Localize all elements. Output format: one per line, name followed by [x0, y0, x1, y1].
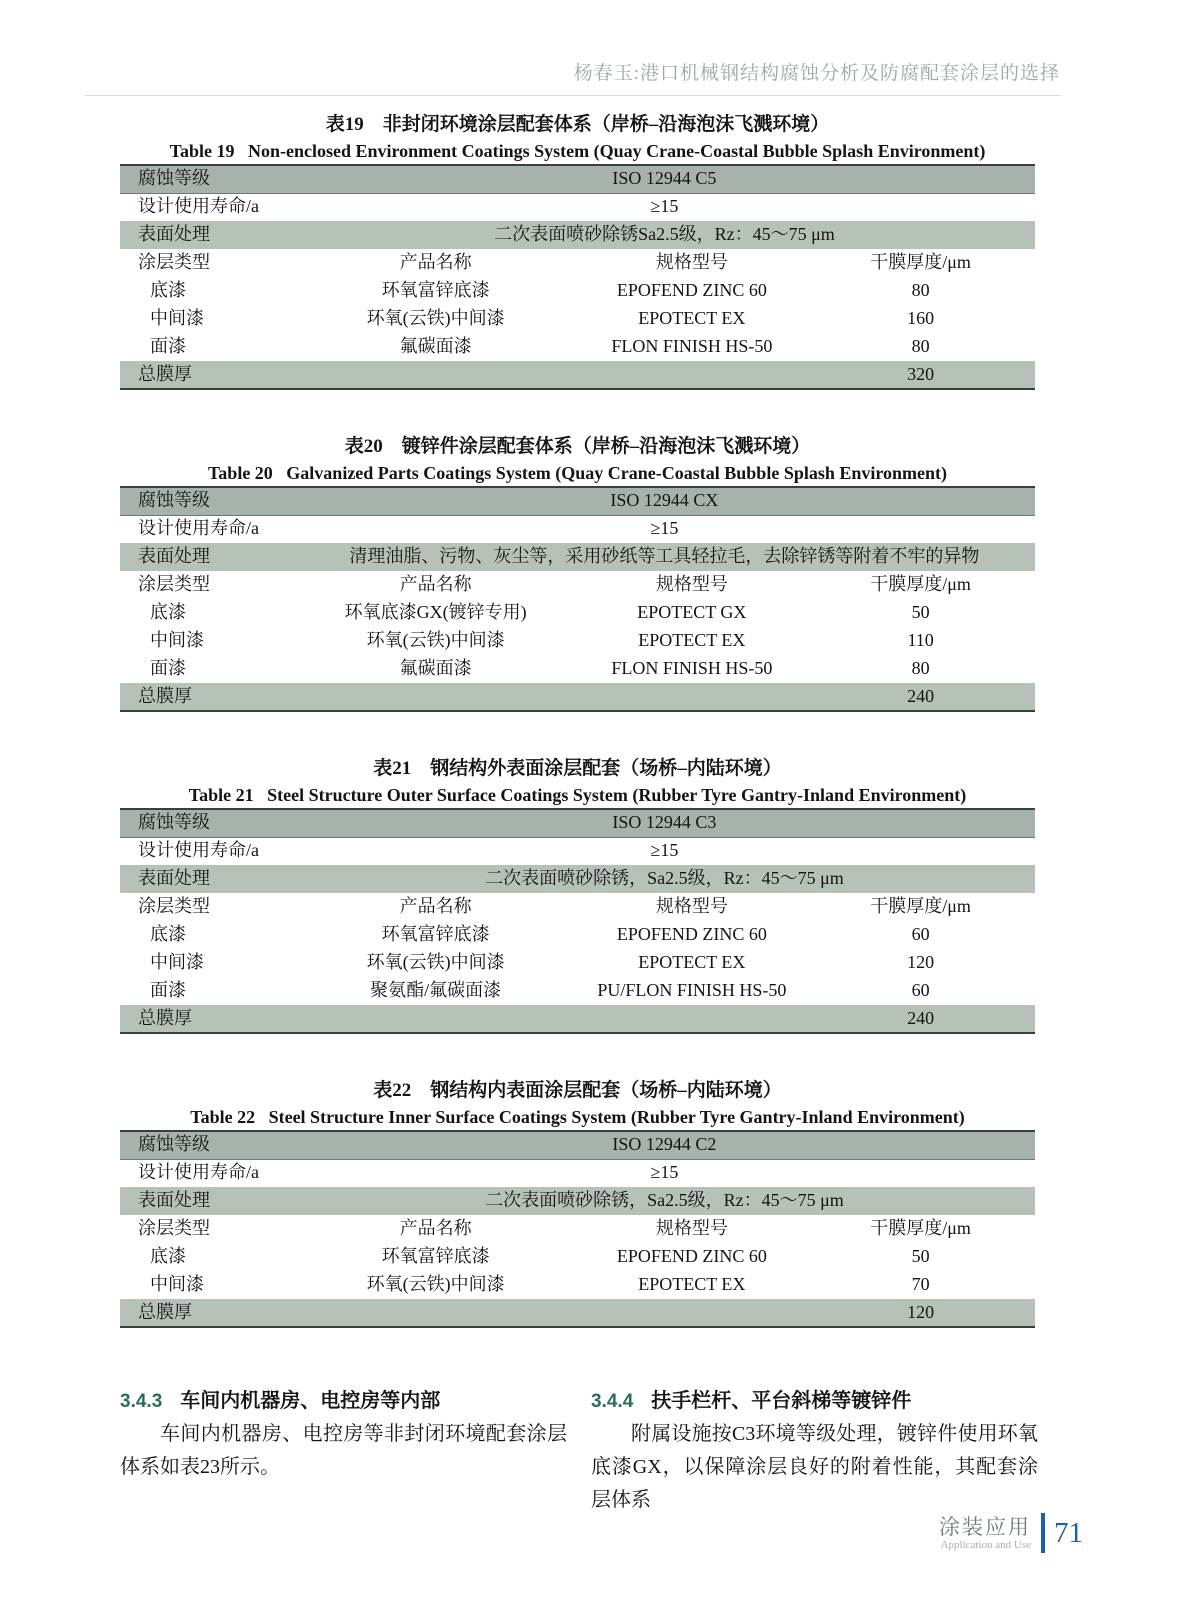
total-thickness-row	[120, 1005, 1035, 1033]
col-header-model: 规格型号	[655, 252, 728, 273]
table-row-intermediate	[120, 305, 1035, 333]
thickness-cell: 80	[911, 658, 930, 679]
col-header-product: 产品名称	[399, 574, 472, 595]
body-text-columns	[120, 1385, 1038, 1517]
model-cell: EPOFEND ZINC 60	[616, 924, 767, 945]
corrosion-grade-value: ISO 12944 C5	[294, 165, 1035, 193]
thickness-cell: 50	[911, 1246, 930, 1267]
total-thickness-label: 总膜厚	[138, 1301, 192, 1322]
corrosion-grade-value: ISO 12944 C2	[294, 1131, 1035, 1159]
coat-type-cell: 中间漆	[150, 1274, 204, 1295]
thickness-cell: 60	[911, 980, 930, 1001]
table-row-primer	[120, 1243, 1035, 1271]
coat-type-cell: 面漆	[150, 336, 186, 357]
product-cell: 氟碳面漆	[399, 658, 472, 679]
table22	[120, 1130, 1035, 1328]
header-rule	[85, 95, 1061, 96]
coat-type-cell: 面漆	[150, 658, 186, 679]
page-number: 71	[1054, 1517, 1083, 1549]
product-cell: 环氧(云铁)中间漆	[366, 952, 505, 973]
table-row-primer	[120, 277, 1035, 305]
thickness-cell: 120	[907, 952, 935, 973]
surface-treatment-label: 表面处理	[138, 546, 210, 567]
table20-block	[120, 434, 1035, 712]
surface-treatment-value: 二次表面喷砂除锈，Sa2.5级，Rz：45～75 μm	[485, 1190, 844, 1211]
table-row-intermediate	[120, 949, 1035, 977]
product-cell: 环氧富锌底漆	[381, 280, 490, 301]
total-thickness-label: 总膜厚	[138, 363, 192, 384]
design-life-value: ≥15	[650, 840, 679, 861]
table21-title-cn: 表21 钢结构外表面涂层配套（场桥–内陆环境）	[373, 758, 782, 779]
total-thickness-row	[120, 1299, 1035, 1327]
col-header-model: 规格型号	[655, 896, 728, 917]
table-row-primer	[120, 599, 1035, 627]
page-footer	[939, 1513, 1083, 1553]
corrosion-grade-label: 腐蚀等级	[120, 1131, 294, 1159]
section-number: 3.4.3	[120, 1391, 163, 1412]
surface-treatment-row	[120, 865, 1035, 893]
spacer-cell	[294, 1005, 806, 1033]
thickness-cell: 60	[911, 924, 930, 945]
total-thickness-value: 240	[907, 685, 935, 706]
surface-treatment-label: 表面处理	[138, 1190, 210, 1211]
design-life-row	[120, 515, 1035, 543]
col-header-model: 规格型号	[655, 1218, 728, 1239]
coat-type-cell: 底漆	[150, 602, 186, 623]
table21-block	[120, 756, 1035, 1034]
product-cell: 氟碳面漆	[399, 336, 472, 357]
surface-treatment-row	[120, 543, 1035, 571]
section-number: 3.4.4	[591, 1391, 634, 1412]
corrosion-grade-value: ISO 12944 C3	[294, 809, 1035, 837]
footer-divider-bar	[1041, 1513, 1045, 1553]
thickness-cell: 110	[907, 630, 934, 651]
model-cell: FLON FINISH HS-50	[611, 336, 773, 357]
coat-type-cell: 底漆	[150, 924, 186, 945]
corrosion-grade-row	[120, 809, 1035, 837]
col-header-thickness: 干膜厚度/μm	[870, 252, 971, 273]
model-cell: FLON FINISH HS-50	[611, 658, 773, 679]
thickness-cell: 50	[911, 602, 930, 623]
design-life-row	[120, 193, 1035, 221]
design-life-label: 设计使用寿命/a	[138, 1162, 259, 1183]
col-header-product: 产品名称	[399, 252, 472, 273]
design-life-label: 设计使用寿命/a	[138, 518, 259, 539]
surface-treatment-value: 二次表面喷砂除锈Sa2.5级，Rz：45～75 μm	[494, 224, 835, 245]
product-cell: 聚氨酯/氟碳面漆	[370, 980, 502, 1001]
spacer-cell	[294, 683, 806, 711]
section-heading	[120, 1385, 567, 1418]
col-header-coat-type: 涂层类型	[138, 1218, 210, 1239]
design-life-value: ≥15	[650, 1162, 679, 1183]
product-cell: 环氧富锌底漆	[381, 1246, 490, 1267]
col-header-model: 规格型号	[655, 574, 728, 595]
table-row-topcoat	[120, 977, 1035, 1005]
table19-title-en: Table 19 Non-enclosed Environment Coatings System (Quay Crane-Coastal Bubble Splash Environment)	[169, 141, 986, 161]
table-row-primer	[120, 921, 1035, 949]
col-header-product: 产品名称	[399, 1218, 472, 1239]
design-life-value: ≥15	[650, 518, 679, 539]
surface-treatment-value: 二次表面喷砂除锈，Sa2.5级，Rz：45～75 μm	[485, 868, 844, 889]
product-cell: 环氧底漆GX(镀锌专用)	[344, 602, 527, 623]
model-cell: EPOTECT EX	[638, 630, 746, 651]
corrosion-grade-value: ISO 12944 CX	[294, 487, 1035, 515]
column-header-row	[120, 1215, 1035, 1243]
section-title: 扶手栏杆、平台斜梯等镀锌件	[651, 1390, 912, 1412]
surface-treatment-value: 清理油脂、污物、灰尘等，采用砂纸等工具轻拉毛，去除锌锈等附着不牢的异物	[349, 546, 980, 567]
spacer-cell	[294, 361, 806, 389]
section-title: 车间内机器房、电控房等内部	[180, 1390, 441, 1412]
table21-title-en: Table 21 Steel Structure Outer Surface Coatings System (Rubber Tyre Gantry-Inland Environment)	[188, 785, 967, 805]
design-life-row	[120, 1159, 1035, 1187]
total-thickness-label: 总膜厚	[138, 1007, 192, 1028]
surface-treatment-label: 表面处理	[138, 224, 210, 245]
coat-type-cell: 底漆	[150, 1246, 186, 1267]
coat-type-cell: 中间漆	[150, 308, 204, 329]
section-body: 附属设施按C3环境等级处理，镀锌件使用环氧底漆GX，以保障涂层良好的附着性能，其配套涂层体系	[591, 1423, 1038, 1511]
table22-title-cn: 表22 钢结构内表面涂层配套（场桥–内陆环境）	[373, 1080, 782, 1101]
corrosion-grade-row	[120, 1131, 1035, 1159]
model-cell: EPOTECT EX	[638, 1274, 746, 1295]
product-cell: 环氧富锌底漆	[381, 924, 490, 945]
surface-treatment-row	[120, 1187, 1035, 1215]
coat-type-cell: 中间漆	[150, 952, 204, 973]
corrosion-grade-row	[120, 487, 1035, 515]
table22-block	[120, 1078, 1035, 1328]
coat-type-cell: 底漆	[150, 280, 186, 301]
journal-name	[939, 1515, 1031, 1552]
table20	[120, 486, 1035, 712]
model-cell: EPOTECT EX	[638, 952, 746, 973]
product-cell: 环氧(云铁)中间漆	[366, 308, 505, 329]
thickness-cell: 80	[911, 280, 930, 301]
section-heading	[591, 1385, 1038, 1418]
column-header-row	[120, 571, 1035, 599]
thickness-cell: 160	[907, 308, 935, 329]
corrosion-grade-label: 腐蚀等级	[120, 165, 294, 193]
col-header-product: 产品名称	[399, 896, 472, 917]
section-3-4-3	[120, 1385, 567, 1517]
total-thickness-value: 320	[907, 363, 935, 384]
design-life-row	[120, 837, 1035, 865]
table-row-topcoat	[120, 333, 1035, 361]
design-life-value: ≥15	[650, 196, 679, 217]
col-header-thickness: 干膜厚度/μm	[870, 896, 971, 917]
running-header: 杨春玉:港口机械钢结构腐蚀分析及防腐配套涂层的选择	[573, 63, 1060, 84]
col-header-thickness: 干膜厚度/μm	[870, 574, 971, 595]
coat-type-cell: 中间漆	[150, 630, 204, 651]
column-header-row	[120, 893, 1035, 921]
section-body: 车间内机器房、电控房等非封闭环境配套涂层体系如表23所示。	[120, 1423, 567, 1478]
corrosion-grade-label: 腐蚀等级	[120, 487, 294, 515]
table19	[120, 164, 1035, 390]
col-header-thickness: 干膜厚度/μm	[870, 1218, 971, 1239]
model-cell: EPOTECT EX	[638, 308, 746, 329]
table20-title-cn: 表20 镀锌件涂层配套体系（岸桥–沿海泡沫飞溅环境）	[344, 436, 811, 457]
table19-block	[120, 112, 1035, 390]
model-cell: EPOFEND ZINC 60	[616, 280, 767, 301]
table-row-intermediate	[120, 1271, 1035, 1299]
surface-treatment-row	[120, 221, 1035, 249]
col-header-coat-type: 涂层类型	[138, 574, 210, 595]
model-cell: EPOTECT GX	[637, 602, 747, 623]
model-cell: EPOFEND ZINC 60	[616, 1246, 767, 1267]
table-row-intermediate	[120, 627, 1035, 655]
col-header-coat-type: 涂层类型	[138, 252, 210, 273]
product-cell: 环氧(云铁)中间漆	[366, 630, 505, 651]
product-cell: 环氧(云铁)中间漆	[366, 1274, 505, 1295]
total-thickness-row	[120, 683, 1035, 711]
thickness-cell: 70	[911, 1274, 930, 1295]
surface-treatment-label: 表面处理	[138, 868, 210, 889]
table19-title-cn: 表19 非封闭环境涂层配套体系（岸桥–沿海泡沫飞溅环境）	[325, 114, 830, 135]
design-life-label: 设计使用寿命/a	[138, 840, 259, 861]
col-header-coat-type: 涂层类型	[138, 896, 210, 917]
section-3-4-4	[591, 1385, 1038, 1517]
column-header-row	[120, 249, 1035, 277]
total-thickness-row	[120, 361, 1035, 389]
total-thickness-value: 120	[907, 1301, 935, 1322]
table20-title-en: Table 20 Galvanized Parts Coatings System (Quay Crane-Coastal Bubble Splash Environment)	[207, 463, 948, 483]
spacer-cell	[294, 1299, 806, 1327]
table21	[120, 808, 1035, 1034]
model-cell: PU/FLON FINISH HS-50	[597, 980, 787, 1001]
design-life-label: 设计使用寿命/a	[138, 196, 259, 217]
table-row-topcoat	[120, 655, 1035, 683]
journal-name-cn: 涂装应用	[939, 1514, 1031, 1539]
table22-title-en: Table 22 Steel Structure Inner Surface Coatings System (Rubber Tyre Gantry-Inland Environment)	[190, 1107, 965, 1127]
corrosion-grade-label: 腐蚀等级	[120, 809, 294, 837]
thickness-cell: 80	[911, 336, 930, 357]
total-thickness-label: 总膜厚	[138, 685, 192, 706]
tables-area	[120, 112, 1035, 1372]
total-thickness-value: 240	[907, 1007, 935, 1028]
corrosion-grade-row	[120, 165, 1035, 193]
journal-name-en: Application and Use	[940, 1538, 1031, 1551]
coat-type-cell: 面漆	[150, 980, 186, 1001]
